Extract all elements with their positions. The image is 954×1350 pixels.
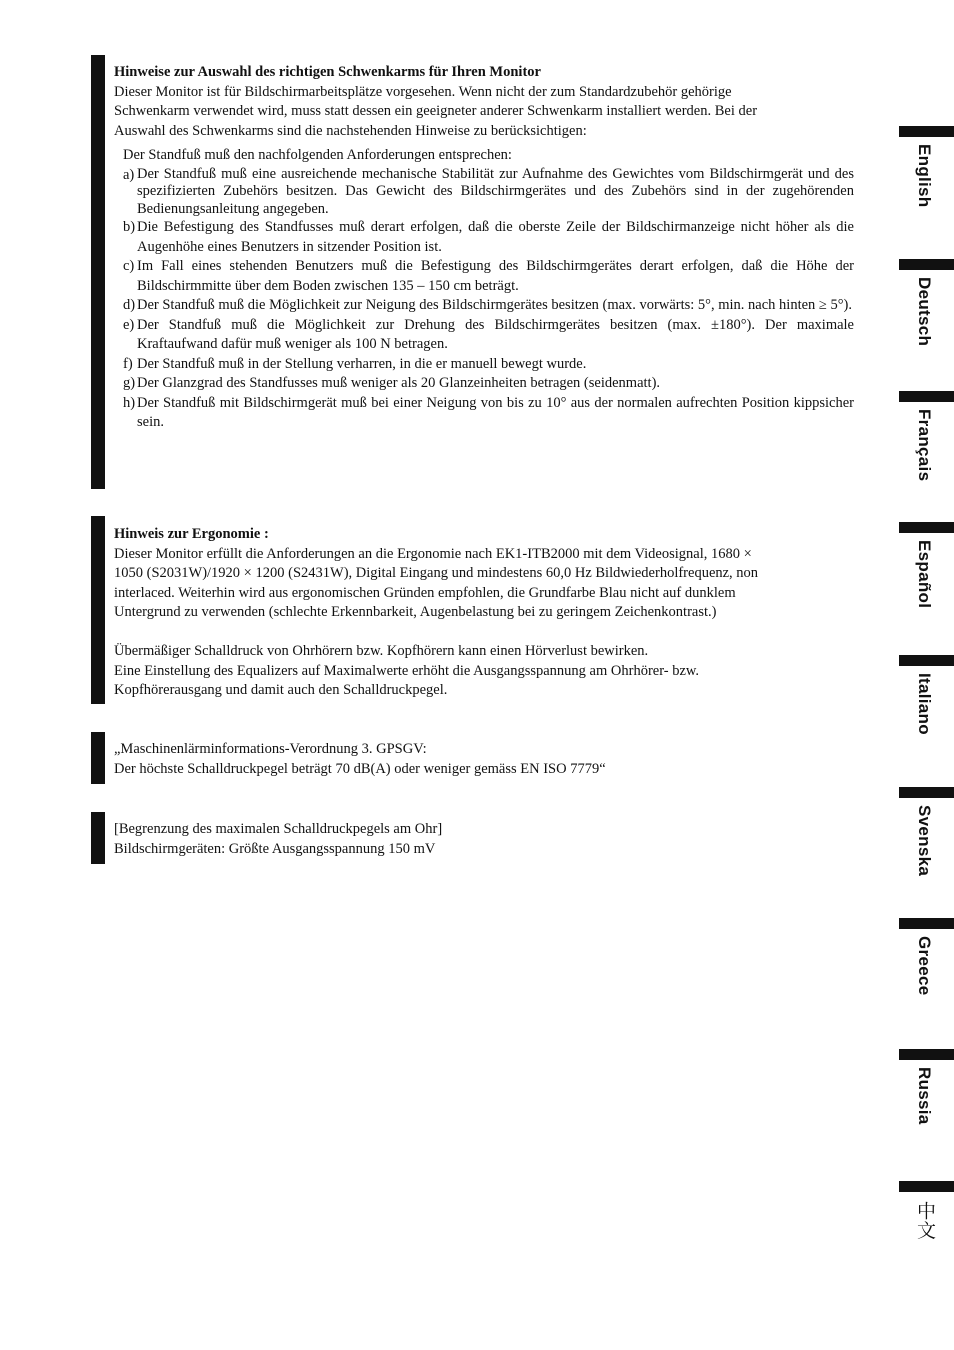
language-tab-label: Greece [915,936,934,996]
requirement-text: Der Standfuß muß die Möglichkeit zur Neigung des Bildschirmgerätes besitzen (max. vorwärts: 5°, min. nach hinten ≥ 5°). [137,297,852,313]
ergonomie-section [114,525,854,701]
schalldruck-line: Kopfhörerausgang und damit auch den Schalldruckpegel. [114,682,448,698]
requirement-text: Im Fall eines stehenden Benutzers muß die Befestigung des Bildschirmgerätes derart erfolgen, daß die Höhe der Bildschirmmitte über dem Boden zwischen 135 – 150 cm beträgt. [137,258,854,294]
schalldruckpegel-line: Bildschirmgeräten: Größte Ausgangsspannung 150 mV [114,840,436,857]
language-tab-francais[interactable] [899,391,954,517]
requirement-item [123,355,854,375]
language-tab-greece[interactable] [899,918,954,1044]
section-marker-bar [91,732,105,784]
requirement-label: a) [123,166,135,183]
schalldruck-line: Eine Einstellung des Equalizers auf Maximalwerte erhöht die Ausgangsspannung am Ohrhörer- bzw. [114,662,700,679]
language-tab-label: Italiano [915,673,934,735]
requirement-label: g) [123,375,136,391]
requirement-item [123,296,854,316]
requirement-text: Der Standfuß muß in der Stellung verharren, in die er manuell bewegt wurde. [137,355,587,372]
requirement-label: b) [123,219,136,235]
intro-line: Auswahl des Schwenkarms sind die nachstehenden Hinweise zu berücksichtigen: [114,122,587,139]
section-title: Hinweise zur Auswahl des richtigen Schwenkarms für Ihren Monitor [114,64,541,80]
requirements-list [123,166,854,433]
ergonomie-line: 1050 (S2031W)/1920 × 1200 (S2431W), Digital Eingang und mindestens 60,0 Hz Bildwiederholfrequenz, non [114,565,759,581]
language-tab-svenska[interactable] [899,787,954,913]
ergonomie-line: interlaced. Weiterhin wird aus ergonomischen Gründen empfohlen, die Grundfarbe Blau nicht auf dunklem [114,584,736,601]
intro-line: Schwenkarm verwendet wird, muss statt dessen ein geeigneter anderer Schwenkarm installiert werden. Bei der [114,103,758,119]
requirement-item [123,394,854,433]
requirement-label: c) [123,258,135,274]
schalldruck-line: Übermäßiger Schalldruck von Ohrhörern bzw. Kopfhörern kann einen Hörverlust bewirken. [114,643,649,659]
maschinenlaerm-section [114,740,854,779]
requirement-item [123,257,854,296]
language-tab-label: Russia [915,1067,934,1125]
maschinenlaerm-line: Der höchste Schalldruckpegel beträgt 70 dB(A) oder weniger gemäss EN ISO 7779“ [114,760,606,777]
section-marker-bar [91,812,105,864]
schwenkarm-section [114,63,854,433]
schalldruckpegel-line: [Begrenzung des maximalen Schalldruckpegels am Ohr] [114,821,443,837]
language-tab-label: Español [915,540,934,609]
requirement-text: Der Standfuß muß die Möglichkeit zur Drehung des Bildschirmgerätes besitzen (max. ±180°). Der maximale Kraftaufwand dafür muß weniger als 100 N betragen. [137,316,854,352]
section-marker-bar [91,55,105,489]
language-tab-label: 中文 [914,1201,935,1240]
language-tab-label: Svenska [915,805,934,877]
ergonomie-line: Untergrund zu verwenden (schlechte Erkennbarkeit, Augenbelastung bei zu geringem Zeichenkontrast.) [114,604,717,620]
section-title: Hinweis zur Ergonomie : [114,526,269,542]
requirement-item [123,374,854,394]
requirement-item [123,316,854,355]
requirement-label: d) [123,297,136,313]
requirement-text: Die Befestigung des Standfusses muß derart erfolgen, daß die oberste Zeile der Bildschirmanzeige nicht höher als die Augenhöhe eines Benutzers in sitzender Position ist. [137,219,854,255]
language-tab-russia[interactable] [899,1049,954,1175]
requirement-item [123,218,854,257]
language-tab-italiano[interactable] [899,655,954,781]
requirement-label: e) [123,316,135,333]
requirement-label: f) [123,355,133,372]
requirement-text: Der Standfuß muß eine ausreichende mechanische Stabilität zur Aufnahme des Gewichtes vom Bildschirmgerät und des spezifizierten Zubehörs besitzen. Das Gewicht des Bildschirmgerätes und des Zubehörs sind in der zugehörenden Bedienungsanleitung angegeben. [137,165,854,217]
requirement-item [123,166,854,219]
schalldruckpegel-section [114,820,854,859]
language-tab-espanol[interactable] [899,522,954,648]
intro-line: Dieser Monitor ist für Bildschirmarbeitsplätze vorgesehen. Wenn nicht der zum Standardzubehör gehörige [114,83,732,100]
ergonomie-line: Dieser Monitor erfüllt die Anforderungen an die Ergonomie nach EK1-ITB2000 mit dem Videosignal, 1680 × [114,545,752,562]
requirement-text: Der Glanzgrad des Standfusses muß weniger als 20 Glanzeinheiten betragen (seidenmatt). [137,375,661,391]
language-tab-label: English [915,144,934,208]
requirement-text: Der Standfuß mit Bildschirmgerät muß bei einer Neigung von bis zu 10° aus der normalen aufrechten Position kippsicher sein. [137,394,854,430]
maschinenlaerm-line: „Maschinenlärminformations-Verordnung 3. GPSGV: [114,741,427,757]
language-tab-label: Deutsch [915,277,934,347]
language-tab-chinese[interactable] [899,1181,954,1307]
requirements-intro: Der Standfuß muß den nachfolgenden Anforderungen entsprechen: [123,147,512,163]
requirement-label: h) [123,394,136,411]
section-marker-bar [91,516,105,704]
language-tab-english[interactable] [899,126,954,252]
language-tab-label: Français [915,409,934,482]
language-tab-deutsch[interactable] [899,259,954,385]
